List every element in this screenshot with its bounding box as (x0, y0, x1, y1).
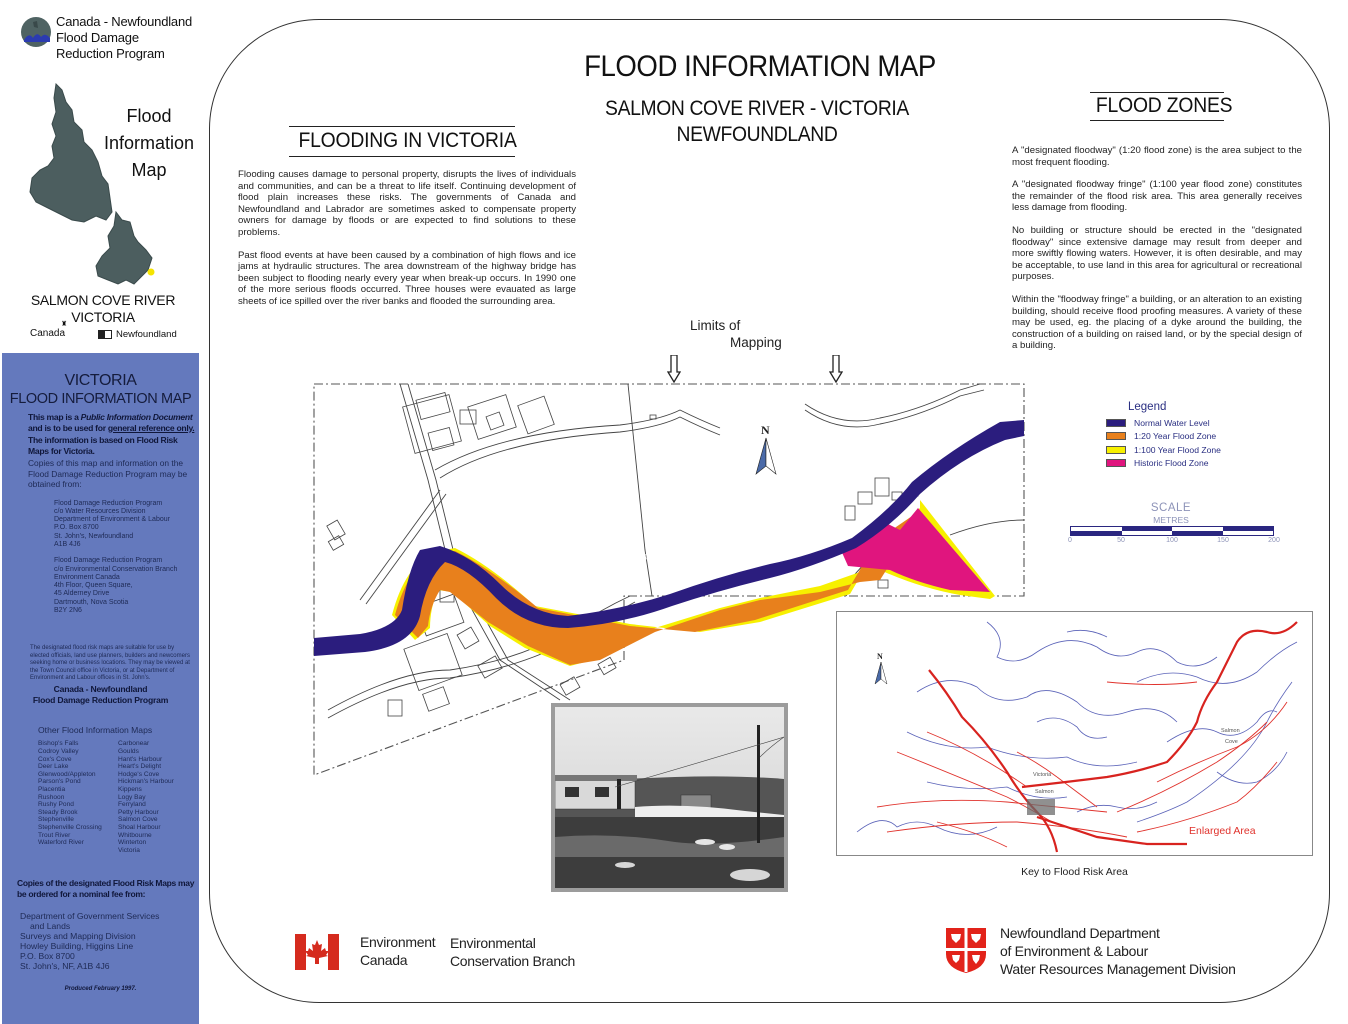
other-map-link: Kippens (118, 785, 142, 793)
other-map-link: Rushy Pond (38, 801, 74, 809)
legend-item (1106, 443, 1221, 457)
other-map-link: Winterton (118, 839, 147, 847)
key-map-north-arrow-icon (875, 652, 887, 684)
panel-subtitle: FLOOD INFORMATION MAP (9, 391, 192, 407)
limits-line: Mapping (730, 335, 782, 350)
scale-tick-labels (1068, 536, 1280, 546)
address-block-1 (54, 500, 199, 550)
other-map-link: Parson's Pond (38, 778, 81, 786)
river-label-salmon: Salmon (615, 550, 652, 571)
key-map (836, 611, 1313, 856)
subtitle-line: NEWFOUNDLAND (676, 123, 838, 146)
subtitle-line: SALMON COVE RIVER - VICTORIA (605, 97, 909, 120)
order-note: Copies of the designated Flood Risk Maps may be ordered for a nominal fee from: (17, 878, 195, 899)
address-block-2 (54, 557, 199, 615)
address-line: 45 Alderney Drive (54, 590, 110, 598)
other-map-link: Deer Lake (38, 763, 69, 771)
flood-zones-paragraph: A "designated floodway" (1:20 flood zone) is the area subject to the most frequent flooding. (1012, 145, 1302, 168)
limits-of-mapping-label (690, 317, 782, 351)
produced-date: Produced February 1997. (64, 986, 137, 993)
legend-item (1106, 430, 1221, 444)
other-map-link: Carbonear (118, 740, 150, 748)
other-map-link: Stephenville Crossing (38, 823, 102, 831)
address-line: c/o Environmental Conservation Branch (54, 565, 178, 573)
note-text: and is to be used for (28, 422, 108, 433)
river-label-river: River (891, 445, 917, 469)
legend-swatch (1106, 419, 1126, 427)
other-map-link: Trout River (38, 831, 71, 839)
public-document-note (28, 412, 196, 433)
scale-tick-label: 150 (1217, 537, 1229, 544)
legend-title: Legend (1128, 401, 1167, 413)
address-line: 4th Floor, Queen Square, (54, 582, 133, 590)
address-line: P.O. Box 8700 (20, 951, 75, 962)
key-map-label-salmon: Salmon (1035, 789, 1054, 795)
other-map-link: Ferryland (118, 801, 146, 809)
limits-line: Limits of (690, 318, 741, 333)
scale-tick-label: 0 (1068, 537, 1072, 544)
legend-item (1106, 416, 1221, 430)
newfoundland-wordmark-text: Newfoundland (116, 329, 177, 340)
canada-wordmark (30, 321, 68, 339)
address-line: Flood Damage Reduction Program (54, 557, 163, 565)
other-map-link: Glenwood/Appleton (38, 770, 96, 778)
program-name-line: Canada - Newfoundland (56, 14, 193, 29)
map-legend (1106, 400, 1221, 470)
north-label: N (877, 652, 883, 661)
ec-name-line: Environment (360, 934, 436, 950)
note-underline: general reference only. (107, 422, 195, 433)
other-map-link: Waterford River (38, 839, 84, 847)
other-map-link: Logy Bay (118, 793, 146, 801)
flood-zones-paragraph: No building or structure should be erected in the "designated floodway" since extensive damage may result from deeper and more swiftly flowing waters. However, it is often desirable, and may be acceptable, to use land in this area for agricultural or recreational purposes. (1012, 224, 1302, 283)
flooding-paragraph: Flooding causes damage to personal property, disrupts the lives of individuals and communities, and can be a threat to life itself. Continuing development of flood plain increases these risks. The governments of Canada and Newfoundland and Labrador are sometimes asked to compensate property owners for damage by floods or are expected to find solutions to these problems. (238, 169, 576, 238)
flooding-paragraph: Past flood events at have been caused by a combination of high flows and ice jams at hydraulic structures. The area downstream of the highway bridge has been subject to flooding nearly every year when break-up occurs. In 1990 one of the more serious floods occurred. Three houses were evauated as large sheets of ice spilled over the river banks and flooded the surrounding area. (238, 249, 576, 307)
title-line: Information (104, 133, 195, 153)
heading-text: FLOOD ZONES (1095, 94, 1233, 117)
other-map-link: Bishop's Falls (38, 740, 79, 748)
other-maps-column-1 (38, 740, 118, 854)
other-map-link: Hant's Harbour (118, 755, 163, 763)
key-map-caption: Key to Flood Risk Area (1021, 866, 1128, 878)
environment-canada-name (360, 933, 435, 969)
key-map-graphic (837, 612, 1314, 857)
note-bold: Victoria. (63, 445, 95, 456)
key-map-label-salmon-cove: Salmon (1221, 728, 1240, 734)
legend-swatch (1106, 432, 1126, 440)
river-label-cove: Cove (717, 522, 743, 541)
program-logo-icon (20, 16, 52, 48)
key-map-label-victoria: Victoria (1033, 772, 1052, 778)
newfoundland-wordmark (98, 329, 177, 340)
other-maps-title: Other Flood Information Maps (38, 725, 153, 736)
flooding-text-column (238, 169, 576, 319)
other-map-link: Victoria (118, 846, 140, 854)
flooding-section-heading (289, 126, 515, 157)
address-line: Flood Damage Reduction Program (54, 499, 163, 507)
scale-bar (1068, 502, 1280, 546)
key-map-highways (929, 622, 1297, 852)
flood-information-map-title (104, 103, 194, 184)
newfoundland-coat-of-arms-icon (944, 926, 988, 974)
other-map-link: Whitbourne (118, 831, 152, 839)
flood-photo-image (555, 707, 784, 888)
canada-wordmark-text: Canada (30, 328, 66, 339)
other-map-link: Heart's Delight (118, 763, 162, 771)
other-map-link: Salmon Cove (118, 816, 158, 824)
other-maps-column-2 (118, 740, 174, 854)
nl-dept-line: of Environment & Labour (1000, 943, 1148, 959)
other-map-link: Codroy Valley (38, 747, 79, 755)
legend-label: 1:20 Year Flood Zone (1134, 431, 1217, 442)
address-line: A1B 4J6 (54, 540, 81, 548)
other-map-link: Stephenville (38, 816, 74, 824)
panel-title: VICTORIA (64, 372, 137, 389)
legend-swatch (1106, 459, 1126, 467)
environmental-conservation-branch (450, 934, 575, 970)
scale-bar-graphic (1070, 526, 1274, 536)
address-line: St. John's, Newfoundland (54, 532, 134, 540)
title-line: Map (131, 160, 167, 180)
flood-risk-basis-note (28, 435, 196, 456)
legend-label: 1:100 Year Flood Zone (1134, 444, 1221, 455)
note-text: This map is a (28, 412, 81, 422)
flood-zones-heading (1090, 92, 1233, 121)
other-map-link: Steady Brook (38, 808, 78, 816)
flood-zones-text-column (1012, 145, 1302, 363)
address-line: Surveys and Mapping Division (20, 931, 136, 942)
page-title: FLOOD INFORMATION MAP (584, 50, 936, 83)
north-arrow-icon (756, 423, 776, 474)
order-address (20, 911, 198, 971)
other-map-link: Goulds (118, 747, 139, 755)
scale-tick-label: 100 (1166, 537, 1178, 544)
canada-flag-mini-icon: ♜ (61, 321, 68, 328)
key-map-label-cove: Cove (1225, 739, 1238, 745)
place-line: VICTORIA (71, 309, 135, 325)
sidebar-header (0, 0, 210, 350)
info-panel (2, 353, 199, 1024)
location-dot (148, 269, 155, 276)
ec-branch-line: Conservation Branch (450, 953, 576, 969)
sidebar-place-name (0, 292, 206, 326)
other-map-link: Hickman's Harbour (118, 778, 174, 786)
address-line: Dartmouth, Nova Scotia (54, 598, 129, 606)
newfoundland-department-name (1000, 924, 1236, 978)
nl-dept-line: Newfoundland Department (1000, 925, 1160, 941)
canada-flag-icon (295, 934, 339, 970)
other-map-link: Shoal Harbour (118, 823, 161, 831)
scale-unit: METRES (1153, 515, 1189, 525)
other-map-link: Petty Harbour (118, 808, 159, 816)
flood-zones-paragraph: Within the "floodway fringe" a building, or an alteration to an existing building, should receive flood proofing measures. A variety of these may be used, eg. the placing of a dyke around the building, the construction of a building on raised land, or by the special design of a building. (1012, 293, 1302, 352)
title-line: Flood (126, 106, 172, 126)
program-name-line: Flood Damage (56, 30, 139, 45)
scale-tick-label: 50 (1117, 537, 1125, 544)
program-line: Canada - Newfoundland (53, 684, 148, 695)
program-name (56, 14, 192, 62)
scale-title: SCALE (1150, 502, 1192, 514)
program-line: Flood Damage Reduction Program (32, 694, 169, 705)
scale-tick-label: 200 (1268, 537, 1280, 544)
ec-name-line: Canada (360, 952, 408, 968)
address-line: Environment Canada (54, 573, 120, 581)
address-line: P.O. Box 8700 (54, 524, 99, 532)
other-map-link: Placentia (38, 785, 66, 793)
address-line: Department of Government Services (20, 911, 160, 922)
north-label: N (761, 423, 770, 437)
address-line: B2Y 2N6 (54, 607, 82, 615)
note-text: The information is based on Flood Risk Maps for (28, 435, 178, 456)
address-line: Department of Environment & Labour (54, 516, 170, 524)
enlarged-area-marker (1027, 799, 1055, 815)
heading-text: FLOODING IN VICTORIA (298, 129, 517, 152)
legend-swatch (1106, 446, 1126, 454)
enlarged-area-label: Enlarged Area (1189, 825, 1256, 837)
legend-label: Normal Water Level (1134, 417, 1210, 428)
place-line: SALMON COVE RIVER (30, 292, 176, 308)
flood-photo (551, 703, 788, 892)
panel-program-name (2, 684, 199, 705)
address-line: St. John's, NF, A1B 4J6 (20, 961, 110, 972)
note-italic: Public Information Document (80, 412, 193, 422)
legend-item (1106, 457, 1221, 471)
copies-text: Copies of this map and information on the Flood Damage Reduction Program may be obtained from: (28, 458, 188, 489)
other-map-link: Hodge's Cove (118, 770, 160, 778)
address-line: Howley Building, Higgins Line (20, 941, 134, 952)
usage-note: The designated flood risk maps are suitable for use by elected officials, land use planners, builders and newcomers seeking home or business locations. They may be viewed at the Town Council office in Victoria, or at Department of Environment and Labour offices in St. John's. (30, 645, 190, 681)
nl-dept-line: Water Resources Management Division (1000, 961, 1236, 977)
address-line: c/o Water Resources Division (54, 507, 146, 515)
program-name-line: Reduction Program (56, 46, 165, 61)
newfoundland-flag-icon (98, 330, 112, 339)
ec-branch-line: Environmental (450, 935, 536, 951)
page-subtitle (573, 96, 941, 148)
other-map-link: Rushoon (38, 793, 65, 801)
other-map-link: Cox's Cove (38, 755, 72, 763)
other-maps-list (38, 740, 199, 854)
flood-zones-paragraph: A "designated floodway fringe" (1:100 year flood zone) constitutes the remainder of the flood risk area. This area generally receives less damage from flooding. (1012, 179, 1302, 214)
legend-label: Historic Flood Zone (1134, 458, 1209, 469)
address-line: and Lands (30, 921, 71, 932)
